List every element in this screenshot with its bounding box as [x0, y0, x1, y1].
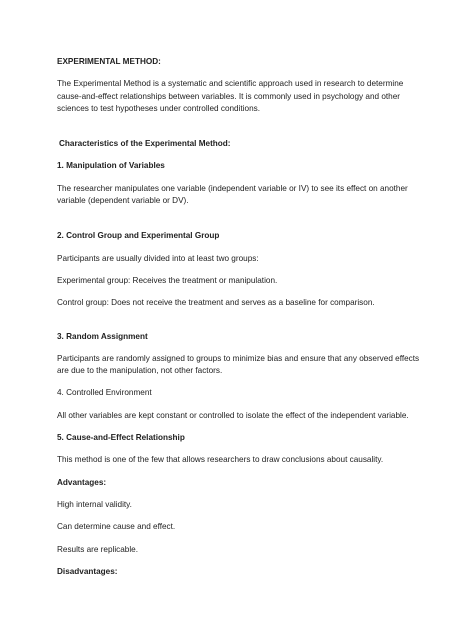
section-text-random-assignment: Participants are randomly assigned to groups to minimize bias and ensure that any observed effects are due to the manipulation, not other factors. — [57, 353, 420, 376]
control-group-text-2: Experimental group: Receives the treatment or manipulation. — [57, 275, 278, 285]
advantage-item: Can determine cause and effect. — [57, 522, 176, 532]
control-group-text-3: Control group: Does not receive the treatment and serves as a baseline for comparison. — [57, 298, 375, 308]
advantage-item: Results are replicable. — [57, 544, 139, 554]
section-heading-manipulation: 1. Manipulation of Variables — [57, 161, 165, 171]
disadvantages-heading: Disadvantages: — [57, 566, 118, 576]
intro-paragraph: The Experimental Method is a systematic and scientific approach used in research to determine cause-and-effect relationships between variables. It is commonly used in psychology and other sciences to test hypotheses under controlled conditions. — [57, 79, 404, 113]
section-heading-cause-effect: 5. Cause-and-Effect Relationship — [57, 433, 185, 443]
section-heading-random-assignment: 3. Random Assignment — [57, 331, 148, 341]
section-text-manipulation: The researcher manipulates one variable (independent variable or IV) to see its effect on another variable (dependent variable or DV). — [57, 183, 408, 206]
advantage-item: High internal validity. — [57, 499, 132, 509]
section-heading-controlled-environment: 4. Controlled Environment — [57, 388, 152, 398]
section-text-cause-effect: This method is one of the few that allows researchers to draw conclusions about causality. — [57, 455, 384, 465]
characteristics-heading: Characteristics of the Experimental Method: — [59, 139, 231, 149]
section-heading-control-group: 2. Control Group and Experimental Group — [57, 231, 220, 241]
document-title: EXPERIMENTAL METHOD: — [57, 57, 161, 66]
section-text-controlled-environment: All other variables are kept constant or controlled to isolate the effect of the independent variable. — [57, 410, 409, 420]
advantages-heading: Advantages: — [57, 477, 107, 487]
control-group-text-1: Participants are usually divided into at least two groups: — [57, 253, 259, 263]
